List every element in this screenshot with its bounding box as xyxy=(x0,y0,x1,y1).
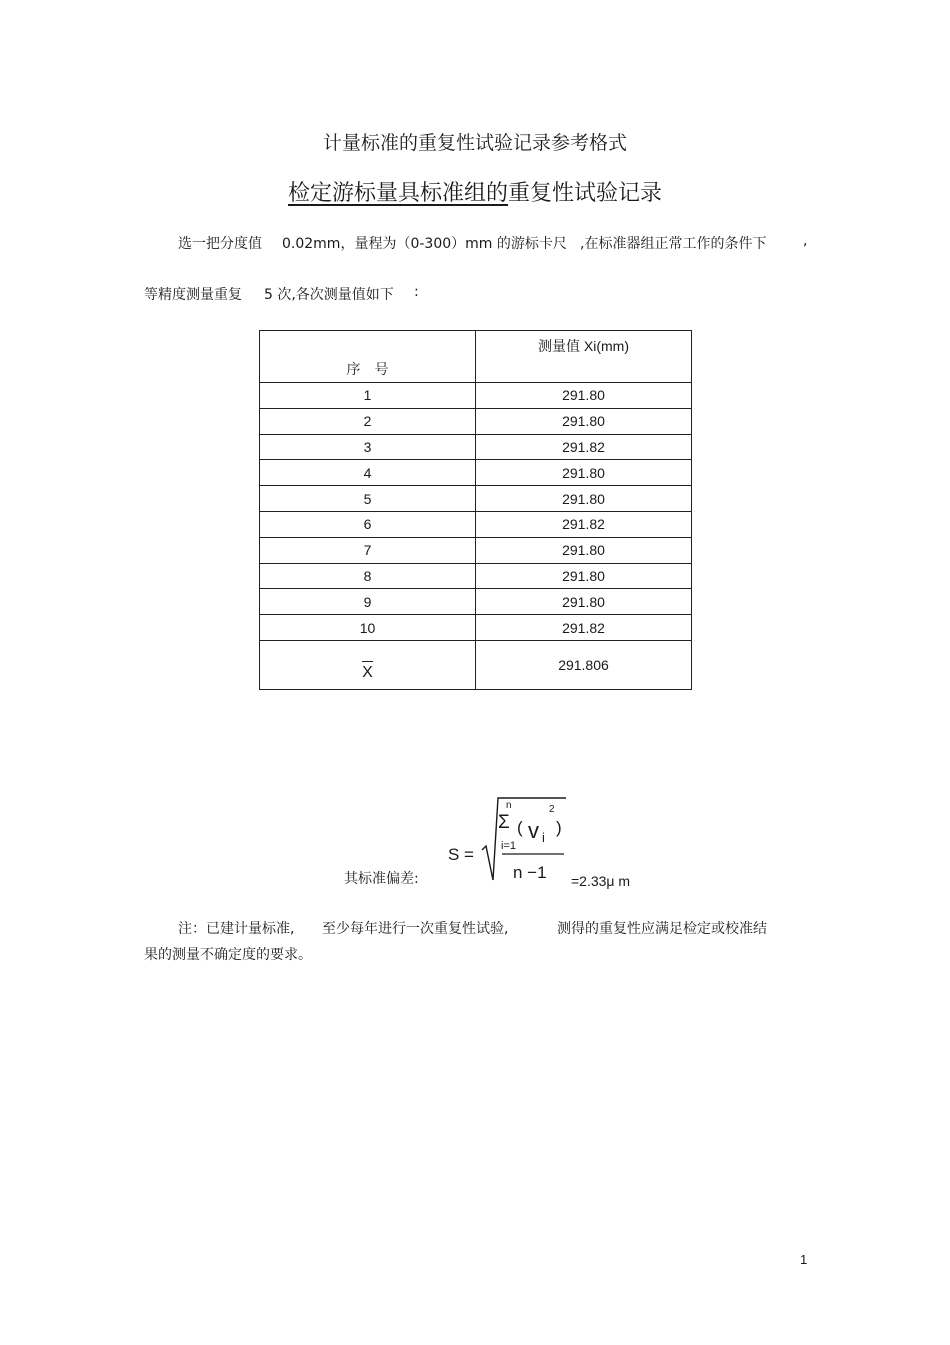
note-line1-a: 注：已建计量标准, xyxy=(178,921,295,937)
table-row xyxy=(260,589,692,615)
formula-open-paren: ( xyxy=(517,818,523,837)
intro-line2-b: 5 次,各次测量值如下 xyxy=(264,287,394,303)
row-seq: 10 xyxy=(260,615,476,641)
row-value: 291.80 xyxy=(476,460,692,486)
document-title: 计量标准的重复性试验记录参考格式 xyxy=(322,132,627,154)
sum-upper-limit: n xyxy=(506,800,512,811)
intro-line2-a: 等精度测量重复 xyxy=(144,287,242,303)
table-row xyxy=(260,563,692,589)
row-seq: 7 xyxy=(260,537,476,563)
page-number: 1 xyxy=(800,1252,808,1267)
row-value: 291.82 xyxy=(476,615,692,641)
formula-subscript: i xyxy=(542,830,545,845)
sum-symbol: Σ xyxy=(498,812,510,833)
row-seq: 9 xyxy=(260,589,476,615)
formula-label: 其标准偏差: xyxy=(344,871,419,887)
table-row xyxy=(260,486,692,512)
mean-label-cell xyxy=(260,640,476,689)
table-row xyxy=(260,434,692,460)
row-value: 291.80 xyxy=(476,383,692,409)
row-seq: 2 xyxy=(260,408,476,434)
intro-line1-c: ,在标准器组正常工作的条件下 xyxy=(580,236,767,252)
intro-line1-a: 选一把分度值 xyxy=(178,236,262,252)
header-value-cell xyxy=(476,331,692,383)
record-title-underlined: 检定游标量具标准组的 xyxy=(287,181,508,206)
record-title xyxy=(0,176,950,207)
table-mean-row xyxy=(260,640,692,689)
header-value: 测量值 Xi(mm) xyxy=(538,337,629,354)
formula-result: =2.33μ m xyxy=(571,873,631,889)
row-value: 291.80 xyxy=(476,537,692,563)
row-value: 291.80 xyxy=(476,589,692,615)
formula-close-paren: ) xyxy=(556,818,562,837)
note-line1-c: 测得的重复性应满足检定或校准结 xyxy=(557,921,767,937)
record-title-rest: 重复性试验记录 xyxy=(508,181,663,206)
table-row xyxy=(260,537,692,563)
table-header-row xyxy=(260,331,692,383)
table-row xyxy=(260,408,692,434)
intro-line1-b: 0.02mm，量程为（0-300）mm 的游标卡尺 xyxy=(282,236,567,252)
formula-exponent: 2 xyxy=(549,804,555,815)
intro-line2-c: : xyxy=(414,284,419,300)
formula-variable: v xyxy=(528,818,539,843)
table-row xyxy=(260,511,692,537)
table-row xyxy=(260,460,692,486)
header-seq: 序 号 xyxy=(346,360,389,377)
formula-denominator: n −1 xyxy=(513,863,547,882)
row-seq: 6 xyxy=(260,511,476,537)
row-seq: 3 xyxy=(260,434,476,460)
measurement-table xyxy=(259,330,692,690)
row-value: 291.82 xyxy=(476,511,692,537)
row-seq: 8 xyxy=(260,563,476,589)
sum-lower-limit: i=1 xyxy=(501,840,516,852)
intro-line1-d: , xyxy=(803,233,808,249)
row-seq: 1 xyxy=(260,383,476,409)
mean-label: X xyxy=(362,661,373,682)
table-row xyxy=(260,383,692,409)
table-row xyxy=(260,615,692,641)
row-value: 291.82 xyxy=(476,434,692,460)
row-value: 291.80 xyxy=(476,486,692,512)
formula-lhs: S = xyxy=(448,845,474,864)
note-line2: 果的测量不确定度的要求。 xyxy=(144,947,312,963)
header-seq-cell xyxy=(260,331,476,383)
note-line1-b: 至少每年进行一次重复性试验, xyxy=(322,921,509,937)
row-value: 291.80 xyxy=(476,408,692,434)
row-seq: 5 xyxy=(260,486,476,512)
mean-value: 291.806 xyxy=(476,640,692,689)
row-seq: 4 xyxy=(260,460,476,486)
row-value: 291.80 xyxy=(476,563,692,589)
